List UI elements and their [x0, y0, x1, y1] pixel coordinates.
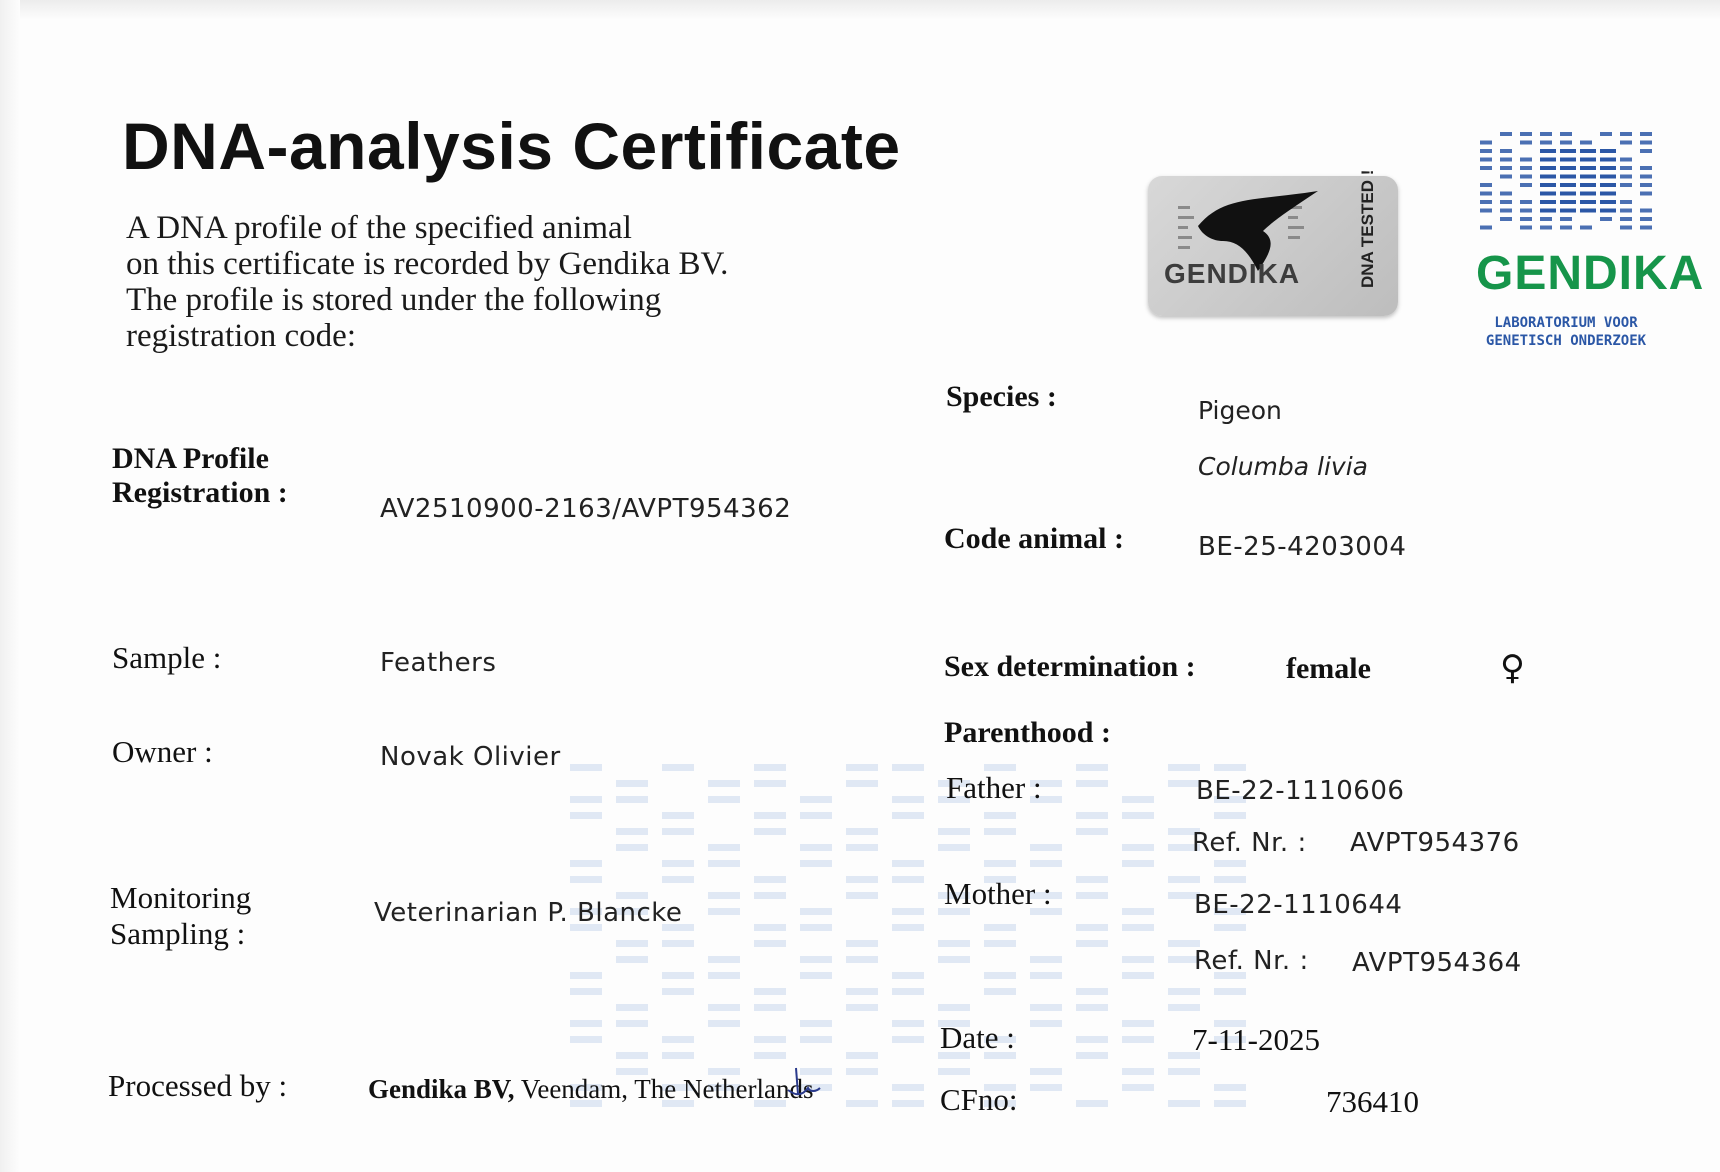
code-animal-value: BE-25-4203004 — [1198, 532, 1407, 562]
watermark-dash — [662, 812, 694, 819]
watermark-dash — [846, 1004, 878, 1011]
watermark-dash — [1076, 876, 1108, 883]
watermark-dash — [754, 780, 786, 787]
logo-dash — [1560, 166, 1576, 170]
watermark-dash — [708, 796, 740, 803]
watermark-dash — [1214, 876, 1246, 883]
logo-dash — [1540, 183, 1556, 187]
logo-dash — [1560, 200, 1576, 204]
watermark-dash — [708, 908, 740, 915]
logo-dash — [1480, 149, 1492, 153]
watermark-dash — [708, 844, 740, 851]
logo-dash — [1480, 200, 1492, 204]
watermark-dash — [984, 828, 1016, 835]
logo-dash — [1540, 226, 1552, 230]
logo-dash — [1540, 217, 1552, 221]
watermark-dash — [1122, 924, 1154, 931]
watermark-dash — [1122, 844, 1154, 851]
watermark-dash — [846, 828, 878, 835]
logo-dash — [1620, 209, 1632, 213]
watermark-dash — [892, 764, 924, 771]
species-common: Pigeon — [1198, 396, 1282, 425]
logo-dash — [1520, 200, 1532, 204]
watermark-dash — [570, 876, 602, 883]
watermark-dash — [570, 1036, 602, 1043]
watermark-dash — [892, 860, 924, 867]
watermark-dash — [846, 780, 878, 787]
logo-dash — [1500, 217, 1512, 221]
logo-dash — [1580, 200, 1596, 204]
intro-line-2: on this certificate is recorded by Gendika BV. — [126, 246, 729, 282]
watermark-dash — [984, 940, 1016, 947]
watermark-dash — [846, 764, 878, 771]
watermark-dash — [1122, 860, 1154, 867]
watermark-dash — [616, 844, 648, 851]
watermark-dash — [1214, 860, 1246, 867]
watermark-dash — [800, 860, 832, 867]
logo-dash — [1540, 166, 1556, 170]
logo-dash — [1500, 192, 1512, 196]
logo-dash — [1580, 141, 1592, 145]
mother-ref-value: AVPT954364 — [1352, 948, 1522, 978]
watermark-dash — [1122, 1036, 1154, 1043]
father-ref-value: AVPT954376 — [1350, 828, 1520, 858]
logo-dash — [1480, 209, 1492, 213]
watermark-dash — [1214, 1100, 1246, 1107]
watermark-dash — [1168, 1004, 1200, 1011]
monitoring-label: Monitoring Sampling : — [110, 880, 252, 951]
logo-dash — [1560, 192, 1576, 196]
watermark-dash — [1214, 988, 1246, 995]
watermark-dash — [892, 876, 924, 883]
watermark-dash — [570, 860, 602, 867]
logo-dash — [1500, 200, 1512, 204]
watermark-dash — [754, 764, 786, 771]
watermark-dash — [1122, 972, 1154, 979]
father-label: Father : — [946, 770, 1042, 805]
watermark-dash — [846, 1068, 878, 1075]
logo-dash — [1600, 175, 1616, 179]
logo-dash — [1540, 192, 1556, 196]
watermark-dash — [1076, 924, 1108, 931]
logo-dash — [1600, 217, 1612, 221]
watermark-dash — [662, 876, 694, 883]
scan-edge-top — [0, 0, 1720, 20]
cfno-value: 736410 — [1326, 1084, 1419, 1119]
logo-dash — [1540, 141, 1552, 145]
watermark-dash — [1030, 956, 1062, 963]
logo-dash — [1620, 158, 1632, 162]
watermark-dash — [846, 876, 878, 883]
logo-dash — [1500, 166, 1512, 170]
logo-dash — [1540, 132, 1552, 136]
intro-line-1: A DNA profile of the specified animal — [126, 210, 632, 246]
watermark-dash — [892, 972, 924, 979]
logo-dash — [1620, 183, 1632, 187]
logo-dash — [1520, 217, 1532, 221]
intro-line-3: The profile is stored under the following — [126, 282, 662, 318]
logo-dash — [1560, 183, 1576, 187]
seal-brand-text: GENDIKA — [1164, 258, 1301, 289]
watermark-dash — [1122, 1020, 1154, 1027]
watermark-dash — [938, 1004, 970, 1011]
logo-dash — [1540, 149, 1556, 153]
logo-dash — [1620, 132, 1632, 136]
watermark-dash — [846, 1052, 878, 1059]
scan-edge-left — [0, 0, 20, 1172]
watermark-dash — [662, 1052, 694, 1059]
watermark-dash — [846, 844, 878, 851]
watermark-dash — [570, 988, 602, 995]
watermark-dash — [938, 1068, 970, 1075]
logo-dash — [1500, 209, 1512, 213]
watermark-dash — [1030, 972, 1062, 979]
watermark-dash — [984, 812, 1016, 819]
logo-dash — [1640, 183, 1652, 187]
logo-dash — [1580, 149, 1596, 153]
watermark-dash — [754, 828, 786, 835]
watermark-dash — [662, 764, 694, 771]
father-ref-label: Ref. Nr. : — [1192, 828, 1307, 858]
watermark-dash — [892, 1036, 924, 1043]
logo-dash — [1480, 166, 1492, 170]
watermark-dash — [1076, 780, 1108, 787]
watermark-dash — [1076, 1036, 1108, 1043]
processed-label: Processed by : — [108, 1068, 288, 1103]
watermark-dash — [800, 956, 832, 963]
logo-dash — [1560, 141, 1572, 145]
logo-dash — [1640, 149, 1652, 153]
watermark-dash — [1214, 1084, 1246, 1091]
watermark-dash — [938, 940, 970, 947]
sample-label: Sample : — [112, 640, 222, 675]
watermark-dash — [846, 1100, 878, 1107]
logo-dash — [1560, 132, 1572, 136]
logo-dash — [1500, 175, 1512, 179]
watermark-dash — [1168, 1100, 1200, 1107]
watermark-dash — [984, 924, 1016, 931]
sex-label: Sex determination : — [944, 650, 1196, 683]
watermark-dash — [800, 812, 832, 819]
watermark-dash — [754, 812, 786, 819]
watermark-dash — [892, 1020, 924, 1027]
logo-dash — [1600, 192, 1616, 196]
watermark-dash — [984, 988, 1016, 995]
logo-dash — [1560, 158, 1576, 162]
watermark-dash — [662, 940, 694, 947]
sample-value: Feathers — [380, 648, 497, 678]
watermark-dash — [1214, 812, 1246, 819]
registration-value: AV2510900-2163/AVPT954362 — [380, 494, 792, 524]
parenthood-label: Parenthood : — [944, 716, 1111, 749]
intro-line-4: registration code: — [126, 318, 357, 354]
logo-dash — [1540, 175, 1556, 179]
logo-dash — [1600, 209, 1616, 213]
watermark-dash — [662, 988, 694, 995]
logo-dash — [1580, 166, 1596, 170]
watermark-dash — [754, 876, 786, 883]
intro-text — [126, 210, 826, 354]
watermark-dash — [892, 908, 924, 915]
watermark-dash — [1168, 764, 1200, 771]
watermark-dash — [662, 828, 694, 835]
watermark-dash — [1030, 1068, 1062, 1075]
watermark-dash — [846, 940, 878, 947]
logo-dash — [1520, 166, 1532, 170]
logo-dash — [1600, 158, 1616, 162]
watermark-dash — [708, 860, 740, 867]
watermark-dash — [616, 796, 648, 803]
watermark-dash — [1122, 908, 1154, 915]
watermark-dash — [1076, 764, 1108, 771]
watermark-dash — [754, 924, 786, 931]
watermark-dash — [1076, 940, 1108, 947]
cfno-label: CFno: — [940, 1082, 1018, 1117]
logo-dash — [1500, 132, 1512, 136]
date-value: 7-11-2025 — [1192, 1022, 1320, 1057]
logo-dash — [1620, 175, 1632, 179]
code-animal-label: Code animal : — [944, 522, 1124, 555]
logo-dash — [1640, 217, 1652, 221]
logo-dash — [1580, 226, 1592, 230]
watermark-dash — [800, 796, 832, 803]
watermark-dash — [892, 988, 924, 995]
logo-dash — [1560, 175, 1576, 179]
signature-mark — [786, 1066, 822, 1100]
watermark-dash — [616, 1004, 648, 1011]
logo-dash — [1500, 149, 1512, 153]
watermark-dash — [754, 1036, 786, 1043]
logo-dash — [1580, 183, 1596, 187]
watermark-dash — [1122, 1084, 1154, 1091]
watermark-dash — [984, 860, 1016, 867]
watermark-dash — [1076, 1052, 1108, 1059]
watermark-dash — [1214, 764, 1246, 771]
logo-dash — [1580, 192, 1596, 196]
watermark-dash — [662, 1036, 694, 1043]
species-latin: Columba livia — [1198, 452, 1368, 481]
watermark-dash — [938, 956, 970, 963]
owner-label: Owner : — [112, 734, 213, 769]
logo-dash — [1620, 226, 1632, 230]
logo-dash — [1480, 192, 1492, 196]
watermark-dash — [1076, 892, 1108, 899]
watermark-dash — [800, 1036, 832, 1043]
father-value: BE-22-1110606 — [1196, 776, 1405, 806]
species-label: Species : — [946, 380, 1057, 413]
logo-dash — [1640, 209, 1652, 213]
logo-dash — [1620, 141, 1632, 145]
logo-dash — [1640, 141, 1652, 145]
logo-dash — [1620, 166, 1632, 170]
watermark-dash — [846, 956, 878, 963]
watermark-dash — [1214, 924, 1246, 931]
logo-dash — [1640, 192, 1652, 196]
logo-dash — [1560, 209, 1576, 213]
watermark-dash — [846, 988, 878, 995]
watermark-dash — [616, 956, 648, 963]
logo-dash — [1520, 226, 1532, 230]
watermark-dash — [800, 908, 832, 915]
registration-label: DNA Profile Registration : — [112, 442, 288, 509]
watermark-dash — [984, 972, 1016, 979]
watermark-dash — [708, 780, 740, 787]
logo-dash — [1480, 226, 1492, 230]
watermark-dash — [754, 1052, 786, 1059]
watermark-dash — [616, 1052, 648, 1059]
watermark-dash — [1030, 860, 1062, 867]
logo-dash — [1540, 200, 1556, 204]
watermark-dash — [892, 1084, 924, 1091]
watermark-dash — [616, 780, 648, 787]
logo-dash — [1500, 158, 1512, 162]
logo-dash — [1560, 149, 1576, 153]
watermark-dash — [1168, 988, 1200, 995]
watermark-dash — [570, 796, 602, 803]
watermark-dash — [800, 924, 832, 931]
logo-dash — [1540, 209, 1556, 213]
watermark-dash — [1122, 1068, 1154, 1075]
logo-dash — [1580, 158, 1596, 162]
watermark-dash — [708, 892, 740, 899]
logo-dash — [1580, 175, 1596, 179]
watermark-dash — [708, 972, 740, 979]
watermark-dash — [1168, 1068, 1200, 1075]
logo-dash — [1560, 226, 1572, 230]
logo-dash — [1600, 132, 1612, 136]
logo-dash — [1640, 226, 1652, 230]
logo-dash — [1520, 209, 1532, 213]
watermark-dash — [1168, 876, 1200, 883]
watermark-dash — [570, 972, 602, 979]
watermark-dash — [892, 796, 924, 803]
watermark-dash — [754, 988, 786, 995]
logo-wordmark: GENDIKA — [1476, 247, 1705, 300]
logo-dash — [1480, 141, 1492, 145]
logo-dash — [1540, 158, 1556, 162]
watermark-dash — [616, 1020, 648, 1027]
logo-dash — [1620, 200, 1632, 204]
watermark-dash — [1030, 1084, 1062, 1091]
watermark-dash — [708, 956, 740, 963]
watermark-dash — [616, 828, 648, 835]
logo-dash — [1600, 200, 1616, 204]
watermark-dash — [616, 940, 648, 947]
watermark-dash — [892, 1100, 924, 1107]
watermark-dash — [800, 844, 832, 851]
sex-value: female — [1286, 652, 1371, 685]
logo-subtitle: LABORATORIUM VOOR GENETISCH ONDERZOEK — [1485, 315, 1647, 349]
watermark-dash — [570, 764, 602, 771]
watermark-dash — [754, 1004, 786, 1011]
watermark-dash — [1122, 812, 1154, 819]
watermark-dash — [708, 1020, 740, 1027]
watermark-dash — [800, 1020, 832, 1027]
watermark-dash — [892, 924, 924, 931]
watermark-dash — [662, 860, 694, 867]
mother-label: Mother : — [944, 876, 1052, 911]
watermark-dash — [1030, 844, 1062, 851]
logo-dash — [1560, 217, 1572, 221]
monitoring-value: Veterinarian P. Blancke — [374, 898, 683, 928]
date-label: Date : — [940, 1020, 1015, 1055]
dna-tested-seal: GENDIKA DNA TESTED ! — [1148, 176, 1398, 316]
logo-dash — [1520, 175, 1532, 179]
logo-dash — [1480, 183, 1492, 187]
watermark-dash — [846, 892, 878, 899]
watermark-dash — [662, 972, 694, 979]
watermark-dash — [1076, 812, 1108, 819]
logo-dash — [1600, 149, 1616, 153]
watermark-dash — [1076, 1100, 1108, 1107]
logo-dash — [1520, 158, 1532, 162]
dna-barcode-g-icon — [1474, 128, 1664, 238]
logo-dash — [1640, 132, 1652, 136]
watermark-dash — [1030, 1004, 1062, 1011]
watermark-dash — [754, 892, 786, 899]
watermark-dash — [892, 812, 924, 819]
processed-value: Gendika BV, Veendam, The Netherlands — [368, 1074, 814, 1104]
logo-dash — [1520, 183, 1532, 187]
logo-dash — [1580, 209, 1596, 213]
watermark-dash — [570, 1020, 602, 1027]
owner-value: Novak Olivier — [380, 742, 561, 772]
logo-dash — [1600, 183, 1616, 187]
watermark-dash — [1122, 796, 1154, 803]
watermark-dash — [1122, 956, 1154, 963]
watermark-dash — [570, 812, 602, 819]
logo-dash — [1640, 175, 1652, 179]
logo-dash — [1600, 166, 1616, 170]
logo-dash — [1620, 217, 1632, 221]
watermark-dash — [800, 972, 832, 979]
mother-value: BE-22-1110644 — [1194, 890, 1403, 920]
mother-ref-label: Ref. Nr. : — [1194, 946, 1309, 976]
logo-dash — [1520, 141, 1532, 145]
logo-dash — [1520, 132, 1532, 136]
watermark-dash — [938, 844, 970, 851]
watermark-dash — [1076, 828, 1108, 835]
watermark-dash — [1076, 1004, 1108, 1011]
watermark-dash — [1030, 1020, 1062, 1027]
watermark-dash — [754, 940, 786, 947]
logo-dash — [1640, 166, 1652, 170]
logo-dash — [1480, 158, 1492, 162]
watermark-dash — [708, 1004, 740, 1011]
watermark-dash — [938, 828, 970, 835]
page-title: DNA-analysis Certificate — [122, 109, 901, 183]
female-symbol-icon: ♀ — [1500, 648, 1525, 688]
watermark-dash — [1076, 988, 1108, 995]
